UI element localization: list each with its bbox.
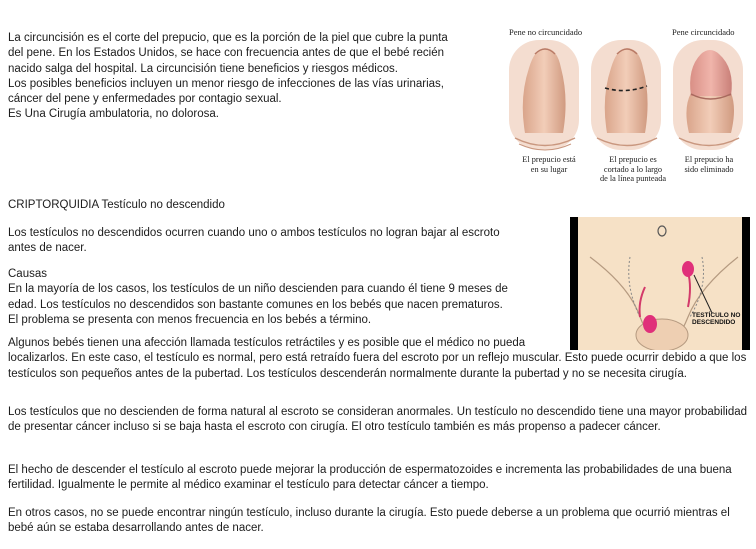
text-line: Es Una Cirugía ambulatoria, no dolorosa. (8, 108, 219, 121)
text-line: Algunos bebés tienen una afección llamada testículos retráctiles y es posible que el médico no pueda (8, 337, 526, 349)
text-line: antes de nacer. (8, 242, 87, 255)
circumcised-header: Pene circuncidado (672, 27, 735, 37)
text-line: El problema se presenta con menos frecuencia en los bebés a término. (8, 313, 372, 326)
testicle-diagram (570, 217, 750, 350)
caption-circumcised: El prepucio ha sido eliminado (684, 155, 734, 174)
section-title: CRIPTORQUIDIA Testículo no descendido (8, 199, 225, 211)
text-line: cáncer del pene y enfermedades por contagio sexual. (8, 93, 282, 106)
descend-paragraph (8, 463, 752, 494)
penis-diagram (505, 38, 745, 153)
text-line: En la mayoría de los casos, los testículos de un niño descienden para cuando él tiene 9 meses de (8, 283, 508, 296)
panel-cut-line (591, 40, 661, 150)
circumcision-paragraph (8, 31, 503, 123)
panel-uncircumcised (509, 40, 579, 150)
text-line: edad. Los testículos no descendidos son bastante comunes en los bebés que nacen prematuros. (8, 298, 503, 311)
text-block: En otros casos, no se puede encontrar ningún testículo, incluso durante la cirugía. Esto puede deberse a un problema que ocurrió mientras el bebé aún se estaba desarrollando antes de nacer. (8, 507, 730, 535)
causes-heading: Causas (8, 268, 47, 280)
panel-circumcised (673, 40, 743, 150)
text-block: El hecho de descender el testículo al escroto puede mejorar la producción de espermatozoides e incrementa las probabilidades de una buena fertilidad. Igualmente le permite al médico examinar el testículo para detectar cáncer a tiempo. (8, 464, 732, 492)
abnormal-paragraph (8, 405, 752, 436)
text-line: La circuncisión es el corte del prepucio, que es la porción de la piel que cubre la punta (8, 32, 448, 44)
text-line: Los posibles beneficios incluyen un menor riesgo de infecciones de las vías urinarias, (8, 77, 444, 90)
text-block: localizarlos. En este caso, el testículo es normal, pero está retraído fuera del escroto por un reflejo muscular. Esto puede ocurrir debido a que los testículos son pequeños antes de la pubertad. Los testículos descenderán normalmente durante la pubertad y no se necesita cirugía. (8, 352, 747, 380)
uncircumcised-header: Pene no circuncidado (509, 27, 583, 37)
undescended-label: TESTÍCULO NO DESCENDIDO (692, 312, 741, 327)
text-line: nacido salga del hospital. La circuncisión tiene beneficios y riesgos médicos. (8, 62, 398, 75)
caption-uncircumcised: El prepucio está en su lugar (522, 155, 576, 174)
intro-paragraph (8, 226, 553, 257)
text-block: Los testículos que no descienden de forma natural al escroto se consideran anormales. Un testículo no descendido tiene una mayor probabilidad de presentar cáncer incluso si se baja hasta el escroto con cirugía. El otro testículo también es más propenso a padecer cáncer. (8, 406, 748, 434)
text-line: Los testículos no descendidos ocurren cuando uno o ambos testículos no logran bajar al escroto (8, 227, 500, 239)
caption-cut-line: El prepucio es cortado a lo largo de la línea punteada (599, 155, 667, 183)
other-paragraph (8, 506, 752, 537)
causes-paragraph (8, 267, 553, 328)
text-line: del pene. En los Estados Unidos, se hace con frecuencia antes de que el bebé recién (8, 47, 445, 60)
